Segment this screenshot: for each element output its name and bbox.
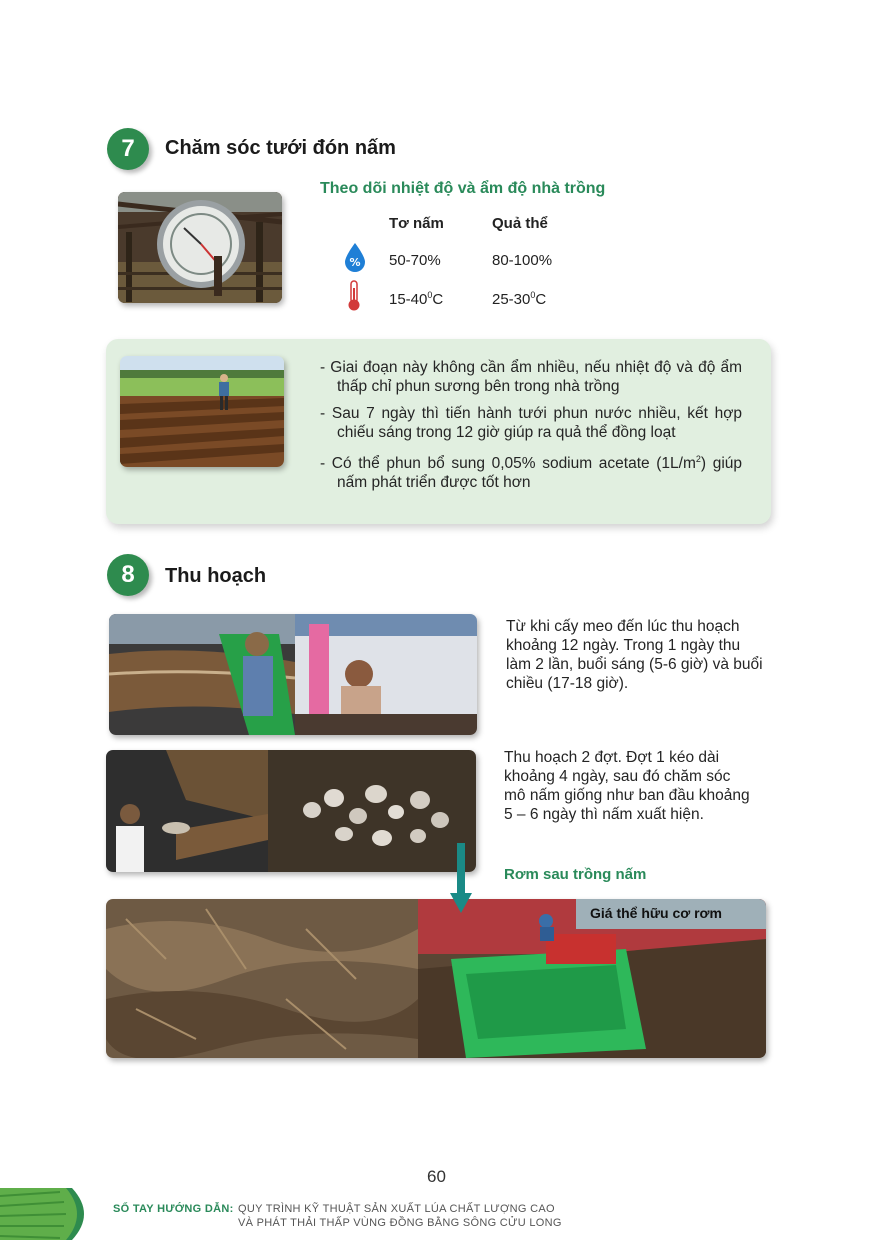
temp-to-nam [389, 290, 443, 308]
harvest-photos-row-1 [109, 614, 477, 735]
temp-qua-the-unit: C [535, 291, 547, 308]
footer-line-2: VÀ PHÁT THẢI THẤP VÙNG ĐỒNG BẰNG SÔNG CỬU LONG [238, 1217, 562, 1229]
care-bullets [320, 358, 742, 492]
harvest-paragraph-1: Từ khi cấy meo đến lúc thu hoạch khoảng 12 ngày. Trong 1 ngày thu làm 2 lần, buổi sáng (5-6 giờ) và buổi chiều (17-18 giờ). [506, 618, 763, 692]
section-8-number: 8 [121, 561, 135, 588]
col-header-to-nam: Tơ nấm [389, 215, 444, 232]
straw-compost-photo [106, 899, 766, 1058]
down-arrow-icon [450, 843, 472, 915]
footer-field-graphic [0, 1188, 98, 1240]
harvest-paragraph-2: Thu hoạch 2 đợt. Đợt 1 kéo dài khoảng 4 ngày, sau đó chăm sóc mô nấm giống như ban đầu khoảng 5 – 6 ngày thì nấm xuất hiện. [504, 749, 750, 823]
humidity-to-nam: 50-70% [389, 252, 441, 269]
section-8-badge [107, 554, 149, 596]
page-number: 60 [427, 1167, 446, 1186]
harvest-photos-row-2 [106, 750, 476, 872]
section-7-title: Chăm sóc tưới đón nấm [165, 137, 396, 159]
temp-qua-the-degree: 0 [530, 290, 536, 300]
temp-to-nam-unit: C [432, 291, 444, 308]
section-7-badge [107, 128, 149, 170]
section-7-number: 7 [121, 135, 135, 162]
bullet-3-superscript: 2 [695, 454, 701, 464]
bullet-2: - Sau 7 ngày thì tiến hành tưới phun nước nhiều, kết hợp chiếu sáng trong 12 giờ giúp ra quả thể đồng loạt [320, 405, 742, 441]
humidity-drop-icon [343, 242, 367, 272]
temp-qua-the [492, 290, 546, 308]
bullet-3-text: - Có thể phun bổ sung 0,05% sodium acetate (1L/m [320, 455, 696, 473]
footer-line-1: QUY TRÌNH KỸ THUẬT SẢN XUẤT LÚA CHẤT LƯỢNG CAO [238, 1203, 555, 1215]
temp-qua-the-value: 25-30 [492, 291, 531, 308]
thermometer-icon [346, 280, 362, 312]
monitor-title: Theo dõi nhiệt độ và ẩm độ nhà trồng [320, 180, 606, 197]
temp-to-nam-value: 15-40 [389, 291, 428, 308]
svg-text:%: % [349, 256, 361, 269]
section-8-title: Thu hoạch [165, 565, 267, 587]
bullet-3 [320, 450, 742, 492]
bullet-3-text-end: ) giúp nấm phát triển được tốt hơn [337, 455, 742, 492]
compost-label: Giá thể hữu cơ rơm [590, 905, 722, 921]
temp-to-nam-degree: 0 [427, 290, 433, 300]
bullet-1: - Giai đoạn này không cần ẩm nhiều, nếu nhiệt độ và độ ẩm thấp chỉ phun sương bên trong nhà trồng [320, 359, 742, 395]
field-worker-photo [120, 356, 284, 467]
footer-label: SỔ TAY HƯỚNG DẪN: [113, 1203, 234, 1215]
col-header-qua-the: Quả thể [492, 215, 548, 232]
straw-after-label: Rơm sau trồng nấm [504, 866, 647, 883]
humidity-qua-the: 80-100% [492, 252, 553, 269]
hygrometer-photo [118, 192, 282, 303]
